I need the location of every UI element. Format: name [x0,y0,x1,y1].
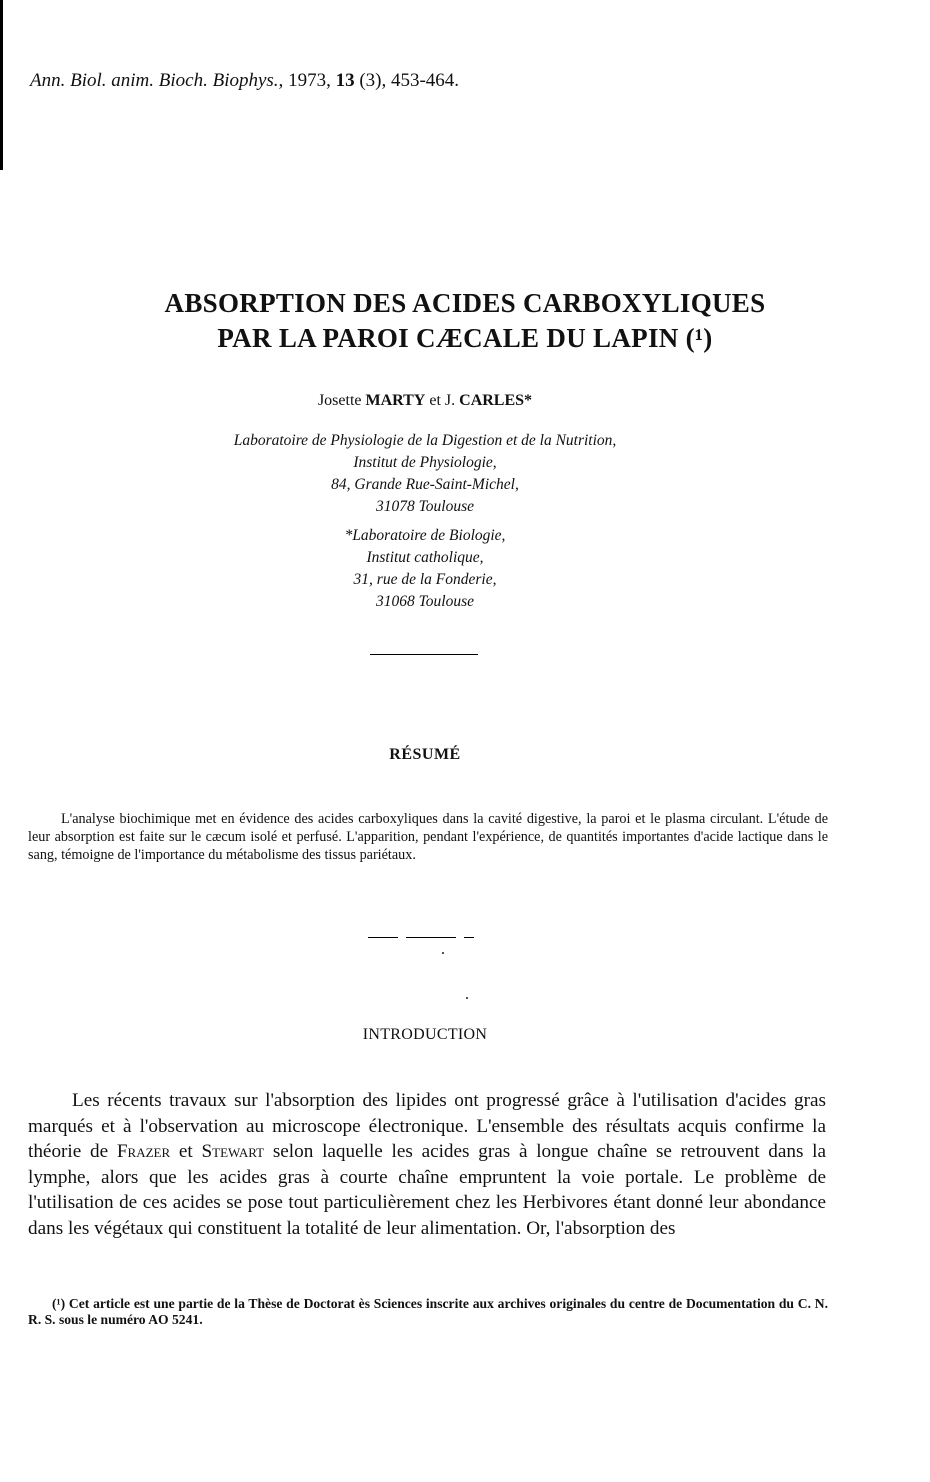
affiliation-1-line: 84, Grande Rue-Saint-Michel, [331,476,519,493]
citation-year: 1973, [288,70,331,91]
citation-volume: 13 [335,70,355,91]
separator-dash [368,937,398,938]
author-1-given: Josette [317,392,362,409]
journal-citation [30,70,459,92]
resume-text [28,810,828,864]
print-speck [442,952,444,954]
intro-text-part: selon laquelle les acides gras à longue chaîne se retrouvent dans la lymphe, alors que les acides gras à courte chaîne empruntent la voie portale. Le problème de l'utilisation de ces acides se pose tout particulièrement chez les Herbivores étant donné leur abondance dans les végétaux qui constituent la totalité de leur alimentation. Or, l'absorption des [28,1141,827,1239]
citation-issue-pages: (3), 453-464. [359,70,460,91]
introduction-heading: INTRODUCTION [362,1026,488,1043]
separator-dash [406,937,456,938]
author-1-family: MARTY [365,392,426,409]
affiliation-2 [0,525,850,613]
print-speck [466,997,468,999]
article-title [0,286,930,356]
intro-text-part: Les récents travaux sur l'absorption des lipides ont progressé grâce à l'utilisation d'acides gras marqués et à l'observation au microscope électronique. L'ensemble des résultats acquis confirme la théorie de [28,1090,826,1162]
footnote-text: (¹) Cet article est une partie de la Thèse de Doctorat ès Sciences inscrite aux archives originales du centre de Documentation du C. N. R. S. sous le numéro AO 5241. [28,1296,828,1327]
separator-dash [464,937,474,938]
title-line-1: ABSORPTION DES ACIDES CARBOXYLIQUES [164,288,766,318]
separator-rule [370,654,478,655]
author-conjunction: et [429,392,441,409]
author-name-stewart: Stewart [201,1141,265,1162]
title-line-2: PAR LA PAROI CÆCALE DU LAPIN (¹) [217,323,713,353]
introduction-text [28,1088,826,1241]
affiliation-2-line: *Laboratoire de Biologie, [344,527,506,544]
author-name-frazer: Frazer [116,1141,171,1162]
authors [0,392,850,410]
affiliation-2-line: Institut catholique, [366,549,484,566]
affiliation-1-line: Institut de Physiologie, [353,454,497,471]
affiliation-1-line: 31078 Toulouse [375,498,475,515]
resume-paragraph: L'analyse biochimique met en évidence des acides carboxyliques dans la cavité digestive, la paroi et le plasma circulant. L'étude de leur absorption est faite sur le cæcum isolé et perfusé. L'apparition, pendant l'expérience, de quantités importantes d'acide lactique dans le sang, témoigne de l'importance du métabolisme des tissus pariétaux. [28,811,828,863]
affiliation-2-line: 31, rue de la Fonderie, [353,571,497,588]
footnote [28,1296,828,1328]
affiliation-1 [0,430,850,518]
author-2-family: CARLES* [459,392,533,409]
intro-text-part: et [178,1141,193,1162]
introduction-paragraph [28,1088,826,1241]
affiliation-2-line: 31068 Toulouse [375,593,475,610]
scan-edge-bar [0,0,3,170]
affiliation-1-line: Laboratoire de Physiologie de la Digestion et de la Nutrition, [233,432,617,449]
resume-heading: RÉSUMÉ [389,746,461,763]
journal-name: Ann. Biol. anim. Bioch. Biophys., [30,70,284,91]
author-2-given: J. [444,392,456,409]
